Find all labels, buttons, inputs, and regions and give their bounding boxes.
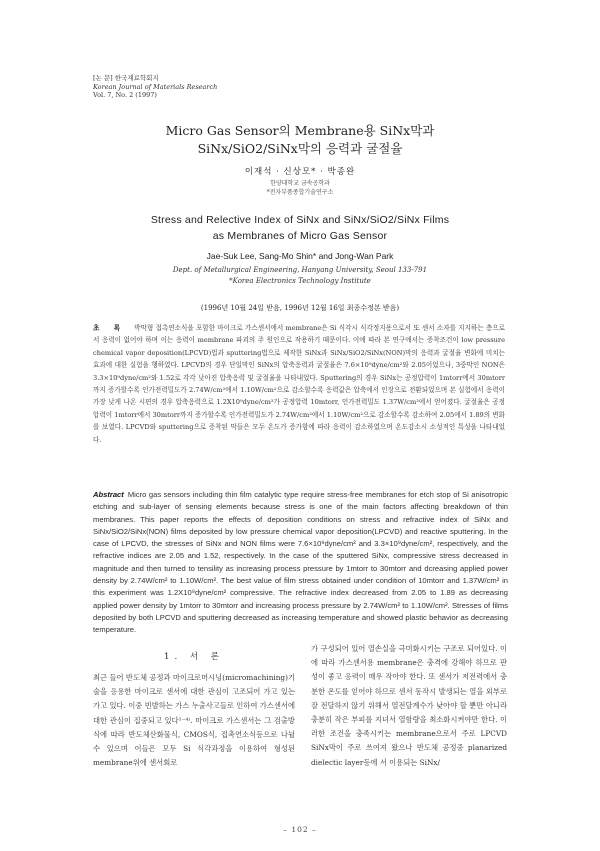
journal-volume: Vol. 7, No. 2 (1997)	[93, 91, 157, 99]
korean-abstract-text: 박막형 접촉연소식을 포함한 마이크로 가스센서에서 membrane은 Si 식각시 식각정지용으로서 또 센서 소자를 지지하는 층으로서 응력이 없어야 하며 이는 응력이 membrane 파괴의 주 원인으로 작용하기 때문이다. 이에 따라 본 연구에서는 증착조건이 low pressure chemical vapor deposition(LPCVD)법과 sputtering법으로 제작한 SiNx과 SiNx/SiO2/SiNx(NON)막의 응력과 굴절율 변화에 미치는 효과에 대한 실험을 행하였다. LPCVD의 경우 단일막인 SiNx의 압축응력과 굴절율은 7.6×10⁹dyne/cm²와 2.05이었으나, 3중막인 NON은 3.3×10⁹dyne/cm²와 1.52로 각각 낮아진 압축응력 및 굴절율을 나타내었다. Sputtering의 경우 SiNx는 공정압력이 1mtorr에서 30mtorr까지 증가할수록 인가전력밀도가 2.74W/cm²에서 1.10W/cm²으로 감소할수록 응력값은 압축에서 인장으로 전환되었으며 본 실험에서 응력이 가장 낮게 나온 시편의 경우 압축응력으로 1.2X10⁹dyne/cm²가 공정압력 10mtorr, 인가전력밀도 1.37W/cm²에서 얻어졌다. 굴절율은 공정압력이 1mtorr에서 30mtorr까지 증가할수록 인가전력밀도가 2.74W/cm²에서 1.10W/cm²으로 감소할수록 감소하여 2.05에서 1.89의 변화를 보였다. LPCVD와 sputtering으로 증착된 막들은 모두 온도가 증가함에 따라 응력이 감소하였으며 온도감소시 소성적인 특성을 나타내었다.	[93, 324, 505, 444]
journal-name-korean: [논 문] 한국재료학회지	[93, 74, 159, 82]
section-heading: 1. 서 론	[164, 652, 224, 662]
korean-title-line-2: SiNx/SiO2/SiNx막의 응력과 굴절율	[197, 141, 403, 156]
korean-affiliation-1: 한양대학교 금속공학과	[270, 180, 330, 187]
received-dates: (1996년 10월 24일 받음, 1996년 12월 16일 최종수정본 받음)	[200, 304, 400, 312]
journal-header	[93, 74, 353, 100]
body-column-right: 가 구성되어 있어 열손실을 극미화시키는 구조로 되어있다. 이에 따라 가스센서용 membrane은 충격에 강해야 하므로 판성이 좋고 응력이 매우 작아야 한다. 또 센서가 저전력에서 충분한 온도를 얻어야 하므로 센서 동작시 발생되는 열을 외부로 잘 전달하지 않기 위해서 열전달계수가 낮아야 할 뿐만 아니라 충분히 작은 부피를 지녀서 열함량을 최소화시켜야만 한다. 이러한 조건을 충족시키는 membrane으로서 주로 LPCVD SiNx막이 주로 쓰여져 왔으나 반도체 공정중 planarized dielectic layer등에 서 이용되는 SiNx/	[311, 644, 507, 767]
page-number: – 102 –	[283, 825, 317, 834]
body-column-left: 최근 들어 반도체 공정과 마이크로머시닝(micromachining)기술을 응용한 마이크로 센서에 대한 관심이 고조되어 가고 있는 가고 있다. 이중 빈발하는 가스 누출사고들로 인하여 가스센서에 대한 관심이 집중되고 있다¹⁻⁴⁾. 마이크로 가스센서는 그 검출방식에 따라 반도체산화물식, CMOS식, 접촉연소식등으로 나뉠 수 있으며 이들은 모두 Si 식각과정을 이용하여 형성된 membrane위에 센서회로	[93, 673, 295, 768]
english-affiliation-1: Dept. of Metallurgical Engineering, Hanyang University, Seoul 133-791	[172, 266, 428, 274]
english-abstract-text: Micro gas sensors including thin film catalytic type require stress-free membranes for etch stop of Si anisotropic etching and sub-layer of sensing elements because stress is one of the main factors affecting breakdown of thin membranes. This paper reports the effects of deposition conditions on stress and refractive index of SiNx and SiNx/SiO2/SiNx(NON) films deposited by low pressure chemical vapor deposition(LPCVD) and reactive sputtering. In the case of LPCVD, the stresses of SiNx and NON films were 7.6×10⁹dyne/cm² and 3.3×10⁹dyne/cm², respectively, and the refractive indices are 2.05 and 1.52, respectively. In the case of the sputtered SiNx, compressive stress decreased in magnitude and then turned to tensility as increasing process pressure by 1mtorr to 30mtorr and dcreasing applied power density by 2.74W/cm² to 1.10W/cm². The best value of film stress obtained under condition of 10mtorr and 1.37W/cm² in this experiment was 1.2X10⁹dyne/cm² compressive. The refractive index decreased from 2.05 to 1.89 as decreasing applied power density by 1mtorr to 30mtorr and increasing process pressure by 2.74W/cm² to 1.10W/cm². Stresses of films deposited by both LPCVD and sputtering decreased as increasing temperature and showed plastic behavior as decreasing temperature.	[93, 490, 508, 635]
korean-title	[0, 122, 600, 158]
english-abstract-label: Abstract	[93, 490, 124, 499]
korean-authors: 이재석 · 신상모* · 박종완	[244, 167, 356, 177]
korean-title-line-1: Micro Gas Sensor의 Membrane용 SiNx막과	[165, 123, 435, 138]
journal-name-english: Korean Journal of Materials Research	[93, 82, 218, 91]
korean-affiliations	[0, 180, 600, 197]
english-title-line-1: Stress and Relective Index of SiNx and SiNx/SiO2/SiNx Films	[150, 214, 450, 226]
english-title	[0, 212, 600, 244]
korean-affiliation-2: *전자부품종합기술연구소	[266, 188, 334, 196]
english-authors: Jae-Suk Lee, Sang-Mo Shin* and Jong-Wan Park	[206, 251, 394, 261]
korean-abstract	[93, 322, 505, 446]
english-title-line-2: as Membranes of Micro Gas Sensor	[212, 230, 388, 242]
english-affiliations	[0, 265, 600, 286]
english-affiliation-2: *Korea Electronics Technology Institute	[229, 276, 371, 285]
english-abstract	[93, 489, 508, 637]
korean-abstract-label: 초 록	[93, 324, 127, 332]
